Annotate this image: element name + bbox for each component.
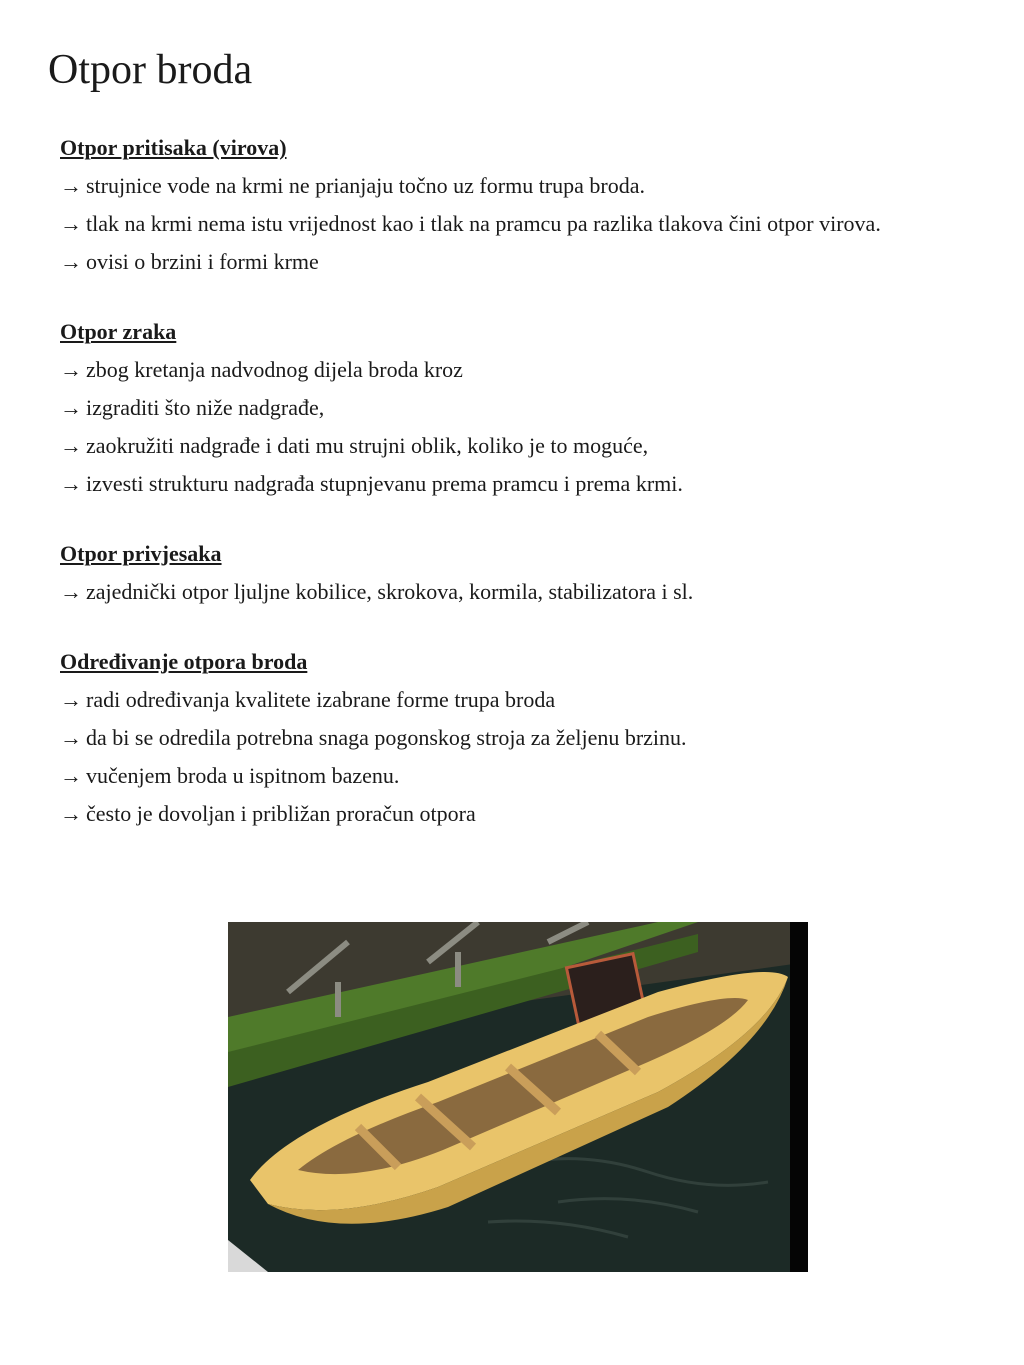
arrow-icon: → — [60, 579, 82, 604]
arrow-icon: → — [60, 173, 82, 198]
arrow-icon: → — [60, 471, 82, 496]
arrow-icon: → — [60, 725, 82, 750]
arrow-icon: → — [60, 801, 82, 826]
section-pressure-resistance — [60, 132, 960, 278]
section-appendage-resistance — [60, 538, 960, 608]
list-item: → zaokružiti nadgrađe i dati mu strujni oblik, koliko je to moguće, — [60, 430, 960, 462]
list-item: → izvesti strukturu nadgrađa stupnjevanu prema pramcu i prema krmi. — [60, 468, 960, 500]
ship-model-towing-tank-photo — [228, 922, 808, 1272]
list-item: → izgraditi što niže nadgrađe, — [60, 392, 960, 424]
arrow-icon: → — [60, 763, 82, 788]
section-heading: Otpor zraka — [60, 319, 177, 344]
section-resistance-determination — [60, 646, 960, 830]
arrow-icon: → — [60, 433, 82, 458]
arrow-icon: → — [60, 357, 82, 382]
page-title: Otpor broda — [48, 47, 253, 93]
list-item: → vučenjem broda u ispitnom bazenu. — [60, 760, 960, 792]
frame-edge — [790, 922, 808, 1272]
list-item: → radi određivanja kvalitete izabrane forme trupa broda — [60, 684, 960, 716]
list-item: → tlak na krmi nema istu vrijednost kao i tlak na pramcu pa razlika tlakova čini otpor virova. — [60, 208, 960, 240]
arrow-icon: → — [60, 249, 82, 274]
list-item: → da bi se odredila potrebna snaga pogonskog stroja za željenu brzinu. — [60, 722, 960, 754]
document-body — [60, 132, 960, 868]
list-item: → zbog kretanja nadvodnog dijela broda kroz — [60, 354, 960, 386]
list-item: → često je dovoljan i približan proračun otpora — [60, 798, 960, 830]
section-air-resistance — [60, 316, 960, 500]
arrow-icon: → — [60, 395, 82, 420]
arrow-icon: → — [60, 211, 82, 236]
arrow-icon: → — [60, 687, 82, 712]
list-item: → ovisi o brzini i formi krme — [60, 246, 960, 278]
list-item: → strujnice vode na krmi ne prianjaju točno uz formu trupa broda. — [60, 170, 960, 202]
section-heading: Određivanje otpora broda — [60, 649, 308, 674]
section-heading: Otpor pritisaka (virova) — [60, 135, 287, 160]
section-heading: Otpor privjesaka — [60, 541, 222, 566]
list-item: → zajednički otpor ljuljne kobilice, skrokova, kormila, stabilizatora i sl. — [60, 576, 960, 608]
